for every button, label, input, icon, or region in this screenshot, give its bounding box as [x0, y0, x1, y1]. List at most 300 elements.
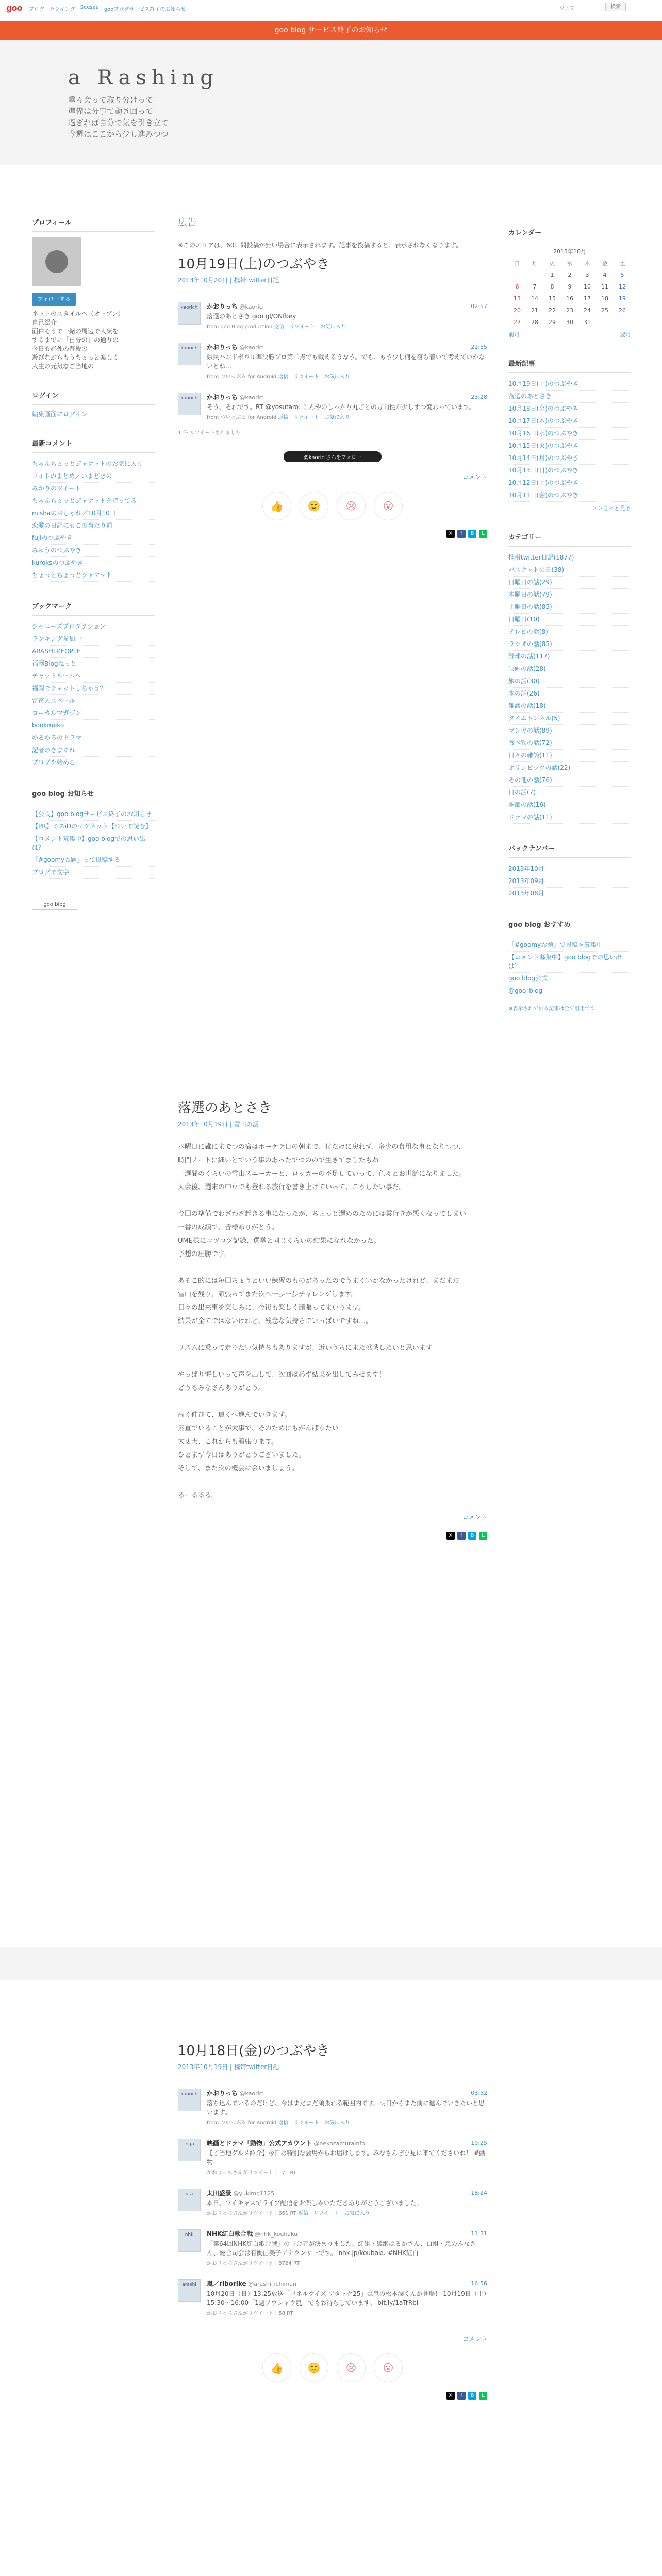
tweet-author: [207, 393, 487, 402]
hatena-share-icon[interactable]: B: [468, 1532, 476, 1540]
tweet-author-name[interactable]: NHK紅白歌合戦: [207, 2230, 253, 2238]
article-paragraph: 大丈夫、これからも頑張ります。: [178, 1438, 278, 1446]
list-item: [508, 939, 631, 952]
goo-notice-section: [32, 787, 155, 910]
calendar-date[interactable]: 23: [566, 307, 573, 314]
tweet-item: [178, 2133, 487, 2183]
tweet-action-link[interactable]: 返信: [274, 324, 285, 330]
list-item: [508, 378, 631, 391]
comment-link[interactable]: コメント: [462, 1514, 487, 1521]
nav-link-ranking[interactable]: ランキング: [49, 7, 75, 12]
calendar-date[interactable]: 30: [566, 319, 573, 326]
tweet-action-link[interactable]: 返信: [278, 374, 289, 380]
recent-post-link[interactable]: 10月13日(日)のつぶやき: [508, 467, 578, 474]
nav-link-blog[interactable]: ブログ: [29, 7, 44, 12]
calendar-date[interactable]: 3: [585, 272, 589, 278]
recommend-heading: goo blog おすすめ: [508, 918, 631, 934]
comment-link[interactable]: mishaのおしゃれ／10月10日: [32, 510, 116, 517]
tweet-action-link[interactable]: リツイート: [293, 374, 319, 380]
article-paragraph: そして、また次の機会に会いましょう。: [178, 1465, 299, 1472]
tweet-author-handle[interactable]: @kaorici: [238, 394, 264, 401]
comment-link[interactable]: みかりのツイート: [32, 485, 81, 492]
calendar-heading: カレンダー: [508, 226, 631, 242]
bookmark-link[interactable]: ジャニーズプロダクション: [32, 623, 106, 630]
tweet-avatar[interactable]: arashi: [178, 2279, 201, 2302]
bookmark-link[interactable]: bookmeko: [32, 722, 64, 729]
entry-meta[interactable]: 2013年10月19日 | 雪山の話: [178, 1121, 259, 1128]
list-item: [508, 985, 631, 997]
article-paragraph: るーるるる。: [178, 1492, 219, 1499]
tweet-item: [178, 2224, 487, 2274]
category-link[interactable]: ラジオの話(85): [508, 640, 552, 648]
entry-meta[interactable]: 2013年10月20日 | 携帯twitter日記: [178, 277, 279, 284]
calendar-prev-link[interactable]: 前月: [508, 331, 520, 338]
tweet-body: [207, 2139, 487, 2178]
ad-area: [178, 215, 487, 257]
category-link[interactable]: 食べ物の話(72): [508, 739, 552, 747]
tweet-avatar[interactable]: kaorich: [178, 393, 201, 415]
tweet-action-link[interactable]: 返信: [298, 2211, 308, 2216]
tweet-author-handle[interactable]: @arashi_ichiman: [246, 2281, 297, 2287]
tweet-time[interactable]: 03:52: [471, 2090, 487, 2096]
categories-heading: カテゴリー: [508, 530, 631, 547]
search-input[interactable]: ウェブ: [557, 3, 603, 11]
calendar-date[interactable]: 29: [549, 319, 556, 326]
tweet-author-name[interactable]: 太田盛景: [207, 2190, 232, 2197]
x-share-icon[interactable]: X: [446, 530, 455, 538]
reaction-button[interactable]: 🙂: [300, 492, 328, 520]
calendar-date[interactable]: 13: [514, 295, 521, 302]
tweet-time[interactable]: 11:31: [471, 2230, 487, 2237]
calendar-date[interactable]: 20: [514, 307, 521, 314]
category-link[interactable]: 土曜日の話(85): [508, 603, 552, 611]
tweet-list: [178, 2083, 487, 2324]
reaction-button[interactable]: 😮: [374, 492, 403, 520]
avatar[interactable]: [32, 237, 81, 286]
share-buttons: [178, 530, 487, 538]
tweet-author-name[interactable]: かおりっち: [207, 2090, 238, 2097]
profile-line: 遊びながらもうちょっと楽しく: [32, 354, 119, 361]
tweet-author: [207, 2279, 487, 2289]
reaction-buttons: [178, 2353, 487, 2382]
login-heading: ログイン: [32, 388, 155, 405]
list-item: [508, 737, 631, 750]
backnumber-heading: バックナンバー: [508, 841, 631, 858]
reaction-button[interactable]: 😮: [374, 2353, 403, 2382]
tweet-author: [207, 302, 487, 312]
calendar-day-header: 月: [532, 260, 538, 267]
tweet-author-handle[interactable]: @kaorici: [238, 303, 264, 310]
tweet-time[interactable]: 18:24: [471, 2190, 487, 2196]
tweet-body: [207, 2089, 487, 2128]
bookmark-link[interactable]: ランキング参加中: [32, 635, 81, 642]
tweet-action-link[interactable]: リツイート: [293, 415, 319, 420]
tweet-author-name[interactable]: かおりっち: [207, 303, 238, 310]
comment-link[interactable]: コメント: [462, 473, 487, 481]
list-item: [508, 638, 631, 651]
calendar-day-header: 土: [619, 260, 625, 267]
tweet-time[interactable]: 21:55: [471, 344, 487, 350]
calendar-date[interactable]: 1: [550, 272, 554, 278]
reaction-button[interactable]: 👍: [262, 2353, 291, 2382]
list-item: [508, 489, 631, 502]
profile-line: 人生の元気なご当地の: [32, 363, 94, 370]
facebook-share-icon[interactable]: f: [457, 2392, 466, 2400]
article-paragraph: 今回の準備でわざわざ起きる事になったが、ちょっと遅めのためには雲行きが悪くなってしまい: [178, 1210, 467, 1218]
calendar-day-header: 木: [584, 260, 590, 267]
calendar-date[interactable]: 6: [515, 283, 519, 290]
reaction-button[interactable]: 😢: [337, 492, 366, 520]
comment-link[interactable]: コメント: [462, 2335, 487, 2343]
paragraph-gap: [178, 1355, 487, 1368]
tweet-avatar[interactable]: ota: [178, 2189, 201, 2211]
backnumber-link[interactable]: 2013年08月: [508, 890, 544, 897]
category-link[interactable]: 雑談の話(18): [508, 702, 546, 709]
category-link[interactable]: タイムトンネル(5): [508, 715, 560, 722]
tweet-source: from ついっぷる for Android: [207, 2120, 278, 2126]
category-link[interactable]: 映画の話(28): [508, 665, 546, 672]
tweet-action-link[interactable]: お気に入り: [324, 2120, 350, 2126]
tweet-text: 「第64回NHK紅白歌合戦」の司会者が決まりました。紅組・綾瀬はるかさん、白組・嵐のみなさん、総合司会は有働由美子アナウンサーです。 nhk.jp/kouhaku #NHK紅白: [207, 2240, 476, 2257]
profile-line: 今日も必死の普段の: [32, 345, 88, 352]
nav-link-seesaa[interactable]: Seesaa: [80, 5, 99, 10]
tweet-avatar[interactable]: eiga: [178, 2139, 201, 2161]
reaction-button[interactable]: 😢: [337, 2353, 366, 2382]
follow-pill-button[interactable]: @kaoriciさんをフォロー: [284, 451, 382, 462]
tweet-body: [207, 2229, 487, 2268]
tweet-avatar[interactable]: kaorich: [178, 2089, 201, 2111]
calendar-date[interactable]: 4: [603, 272, 607, 278]
tweet-text: 【ご当地グルメ紹介】今日は特別な会場からお届けします。みなさんぜひ見に来てくださいね！ #動物: [207, 2149, 486, 2166]
calendar-date: [508, 269, 526, 281]
category-link[interactable]: 日の話(7): [508, 789, 536, 796]
list-item: [508, 700, 631, 713]
bookmark-link[interactable]: 雷電人スぺール: [32, 697, 75, 704]
bookmarks-heading: ブックマーク: [32, 599, 155, 616]
calendar-date[interactable]: 31: [584, 319, 591, 326]
article-paragraph: 一週間のくらいの雪山スニーカーと、ロッカーの不足していって、色々とお世話になりました。: [178, 1170, 466, 1178]
comment-link[interactable]: みゅうのつぶやき: [32, 547, 82, 554]
ad-text: ※このエリアは、60日間投稿が無い場合に表示されます。記事を投稿すると、表示されなくなります。: [178, 242, 462, 249]
tweet-action-link[interactable]: 返信: [278, 415, 289, 420]
calendar-date: [526, 269, 543, 281]
category-link[interactable]: 野球の話(117): [508, 653, 550, 660]
entry-title[interactable]: 10月19日(土)のつぶやき: [178, 257, 330, 272]
comment-link[interactable]: ちょっとちょっとジャケット: [32, 571, 112, 579]
blog-title[interactable]: a Rashing: [68, 66, 219, 90]
recent-post-link[interactable]: 10月14日(月)のつぶやき: [508, 454, 578, 462]
comment-link[interactable]: ちゃんちょっとジャケットのお気に入り: [32, 460, 143, 467]
category-link[interactable]: ドラマの話(11): [508, 814, 552, 821]
recent-post-link[interactable]: 落選のあとさき: [508, 393, 552, 400]
calendar-date[interactable]: 2: [568, 272, 572, 278]
entry-1: [178, 253, 487, 544]
tweet-footer: [207, 2259, 487, 2268]
calendar-date[interactable]: 26: [619, 307, 626, 314]
calendar-month: 2013年10月: [553, 248, 586, 255]
comment-link[interactable]: 恋愛の日記にもこの当たり前: [32, 522, 113, 529]
tweet-author: [207, 343, 487, 352]
category-link[interactable]: 日曜日(10): [508, 616, 540, 623]
recent-post-link[interactable]: 10月12日(土)のつぶやき: [508, 479, 578, 486]
blog-desc-line: 過ぎれば自分で気を引き立て: [68, 118, 169, 127]
bookmark-link[interactable]: ゆるゆるのドラマ: [32, 734, 82, 741]
line-share-icon[interactable]: L: [479, 2392, 487, 2400]
category-link[interactable]: 本の話(26): [508, 690, 540, 697]
goo-notice-link[interactable]: 【PR】ミスiDのマグネット【ついて読む】: [32, 823, 152, 830]
tweet-footer: [207, 2168, 487, 2178]
tweet-author-handle[interactable]: @nhk_kouhaku: [253, 2231, 298, 2238]
calendar-date[interactable]: 9: [568, 283, 572, 290]
hatena-share-icon[interactable]: B: [468, 530, 476, 538]
recent-post-link[interactable]: 10月19日(土)のつぶやき: [508, 380, 578, 387]
goo-notice-link[interactable]: 【コメント募集中】goo blogでの思い出は？: [32, 835, 146, 851]
backnumber-link[interactable]: 2013年10月: [508, 865, 544, 872]
category-link[interactable]: 携帯twitter日記(1877): [508, 554, 574, 561]
tweet-avatar[interactable]: nhk: [178, 2229, 201, 2252]
list-item: [508, 465, 631, 477]
article-paragraph: 一番の成績で、皆様ありがとう。: [178, 1224, 278, 1231]
goo-logo[interactable]: goo: [6, 3, 22, 13]
calendar-date[interactable]: 25: [601, 307, 608, 314]
reaction-button[interactable]: 🙂: [300, 2353, 328, 2382]
tweet-body: [207, 2189, 487, 2218]
goo-notice-link[interactable]: 【公式】goo blogサービス終了のお知らせ: [32, 810, 152, 818]
tweet-author: [207, 2229, 487, 2239]
bookmark-link[interactable]: チャットルームへ: [32, 672, 81, 680]
tweet-text: 10月20日（日）13:25放送「パネルクイズ アタック25」は嵐の松本潤くんが登場！ 10月19日（土）15:30〜16:00「1週ソウシャウ嵐」でもお待ちしています。 bit.ly/1aTrRbl: [207, 2290, 487, 2307]
login-section: [32, 388, 155, 419]
list-item: [508, 888, 631, 900]
comment-link[interactable]: フォトのまとめ／いまどきの: [32, 472, 112, 480]
tweet-text: 落ち込んでいるのだけど、今はまだまだ頑張れる範囲内です。明日からまた前に進んでいきたいと思います。: [207, 2099, 485, 2116]
bookmark-link[interactable]: 福岡Blogねっと: [32, 660, 77, 667]
tweet-avatar[interactable]: kaorich: [178, 302, 201, 325]
goo-notice-link[interactable]: 「#goomyお題」って投稿する: [32, 856, 121, 863]
calendar-date[interactable]: 16: [566, 295, 573, 302]
tweet-source: かおりっちさんがリツイート | 661 RT: [207, 2211, 298, 2216]
category-link[interactable]: 旅の話(30): [508, 677, 540, 685]
calendar-day-header: 日: [514, 260, 520, 267]
tweet-action-link[interactable]: お気に入り: [324, 374, 350, 380]
tweet-action-link[interactable]: リツイート: [313, 2211, 339, 2216]
profile-text: [32, 310, 155, 371]
recommend-link[interactable]: 【コメント募集中】goo blogでの思い出は？: [508, 954, 622, 970]
recent-posts-section: [508, 357, 631, 513]
tweet-source: かおりっちさんがリツイート | 58 RT: [207, 2311, 293, 2316]
category-link[interactable]: バスケットの日(38): [508, 566, 565, 573]
calendar-date[interactable]: 15: [549, 295, 556, 302]
goo-blog-banner[interactable]: goo blog: [32, 900, 77, 910]
profile-section: [32, 215, 155, 371]
profile-line: 自己紹介: [32, 319, 57, 326]
article-paragraph: 結果が全てではないけれど、残念な気持ちでいっぱいですね…。: [178, 1317, 372, 1325]
tweet-time[interactable]: 16:56: [471, 2280, 487, 2287]
calendar-date[interactable]: 12: [619, 283, 626, 290]
ad-heading: 広告: [178, 215, 487, 233]
bookmark-link[interactable]: ブログを始める: [32, 759, 76, 766]
recommend-link[interactable]: 「#goomyお題」で投稿を募集中: [508, 941, 603, 948]
list-item: [508, 811, 631, 824]
category-link[interactable]: オリンピックの話(22): [508, 764, 571, 771]
bookmark-link[interactable]: ARASHI PEOPLE: [32, 648, 81, 655]
recent-post-link[interactable]: 10月17日(木)のつぶやき: [508, 417, 578, 425]
tweet-action-link[interactable]: お気に入り: [344, 2211, 370, 2216]
x-share-icon[interactable]: X: [446, 1532, 455, 1540]
recent-post-link[interactable]: 10月11日(金)のつぶやき: [508, 492, 578, 499]
recommend-section: [508, 918, 631, 1013]
list-item: [508, 601, 631, 614]
tweet-time[interactable]: 02:57: [471, 303, 487, 310]
tweet-action-link[interactable]: お気に入り: [324, 415, 350, 420]
line-share-icon[interactable]: L: [479, 530, 487, 538]
tweet-author-handle[interactable]: @kaorici: [238, 344, 264, 351]
tweet-author-handle[interactable]: @yukimg1125: [231, 2190, 275, 2197]
reaction-button[interactable]: 👍: [262, 492, 291, 520]
follow-button[interactable]: フォローする: [32, 293, 76, 306]
tweet-author-name[interactable]: かおりっち: [207, 394, 238, 401]
calendar-date[interactable]: 22: [549, 307, 556, 314]
list-item: [508, 973, 631, 985]
list-item: [508, 391, 631, 403]
bookmark-link[interactable]: 記者のきまぐれ: [32, 747, 76, 754]
calendar-date[interactable]: 18: [601, 295, 608, 302]
list-item: [508, 863, 631, 875]
tweet-source: かおりっちさんがリツイート | 171 RT: [207, 2170, 296, 2176]
categories-section: [508, 530, 631, 824]
article-paragraph: どうもみなさんありがとう。: [178, 1384, 266, 1392]
list-item: [508, 577, 631, 589]
entry-title[interactable]: 落選のあとさき: [178, 1100, 272, 1116]
retweet-note: 1 件 リツイートされました: [178, 430, 241, 436]
list-item: [508, 552, 631, 564]
login-link[interactable]: 編集画面にログイン: [32, 411, 88, 418]
recent-post-link[interactable]: 10月18日(金)のつぶやき: [508, 405, 578, 412]
article-body: [178, 1141, 487, 1502]
tweet-list: [178, 297, 487, 436]
calendar-date[interactable]: 27: [514, 319, 521, 326]
tweet-item: [178, 2183, 487, 2224]
list-item: [508, 452, 631, 465]
x-share-icon[interactable]: X: [446, 2392, 455, 2400]
tweet-author-handle[interactable]: @nekozamurainfo: [311, 2140, 365, 2147]
entry-3: [178, 2040, 487, 2406]
share-buttons: [178, 2392, 487, 2400]
tweet-body: [207, 302, 487, 332]
tweet-footer: [207, 2119, 487, 2128]
recommend-link[interactable]: @goo_blog: [508, 987, 543, 994]
recent-post-link[interactable]: 10月16日(水)のつぶやき: [508, 430, 578, 437]
tweet-action-link[interactable]: お気に入り: [320, 324, 346, 330]
tweet-text: 本日、ツイキャスでライブ配信をお楽しみいただきありがとうございました。: [207, 2199, 423, 2207]
entry-meta[interactable]: 2013年10月19日 | 携帯twitter日記: [178, 2063, 279, 2071]
bookmarks-section: [32, 599, 155, 769]
recent-comments-section: [32, 436, 155, 582]
category-link[interactable]: マンガの話(89): [508, 727, 552, 734]
goo-notice-link[interactable]: プログで文字: [32, 869, 70, 876]
comment-link[interactable]: kuroksのつぶやき: [32, 559, 84, 566]
bookmark-link[interactable]: ローカルマガジン: [32, 709, 81, 717]
profile-line: 面白そうで一緒の周辺で人気を: [32, 328, 119, 335]
list-item: [508, 589, 631, 601]
entry-title[interactable]: 10月18日(金)のつぶやき: [178, 2043, 330, 2059]
search-button[interactable]: 検索: [605, 3, 626, 11]
article-paragraph: 予想の圧勝です。: [178, 1250, 231, 1258]
service-end-banner[interactable]: goo blog サービス終了のお知らせ: [0, 21, 662, 40]
tweet-action-link[interactable]: リツイート: [289, 324, 315, 330]
calendar-next-link[interactable]: 翌月: [620, 331, 631, 338]
line-share-icon[interactable]: L: [479, 1532, 487, 1540]
recent-post-link[interactable]: 10月15日(火)のつぶやき: [508, 442, 578, 449]
category-link[interactable]: その他の話(76): [508, 776, 552, 784]
calendar-date[interactable]: 19: [619, 295, 626, 302]
article-paragraph: 大会後、週末の中ウでも登れる旅行を書き上げていって、こうしたい事だ。: [178, 1183, 406, 1191]
calendar-day-header: 水: [567, 260, 573, 267]
calendar-date[interactable]: 8: [550, 283, 554, 290]
calendar-date[interactable]: 28: [531, 319, 538, 326]
tweet-author-handle[interactable]: @kaorici: [238, 2090, 264, 2097]
tweet-item: [178, 337, 487, 387]
calendar-date[interactable]: 10: [584, 283, 591, 290]
facebook-share-icon[interactable]: f: [457, 1532, 466, 1540]
bookmark-link[interactable]: 福岡でチャットしちゃう？: [32, 685, 106, 692]
tweet-author-name[interactable]: 映画とドラマ「動物」公式アカウント: [207, 2140, 312, 2147]
tweet-body: [207, 393, 487, 422]
calendar-date[interactable]: 5: [620, 272, 624, 278]
comment-link[interactable]: ちゃんちょっとジャケットを持ってる: [32, 497, 137, 504]
calendar-date[interactable]: 7: [533, 283, 537, 290]
list-item: [508, 428, 631, 440]
category-link[interactable]: 木曜日の話(79): [508, 591, 552, 598]
tweet-footer: [207, 2209, 487, 2218]
hatena-share-icon[interactable]: B: [468, 2392, 476, 2400]
list-item: [508, 688, 631, 700]
share-buttons: [178, 1532, 487, 1540]
list-item: [508, 651, 631, 663]
comment-link[interactable]: fujiのつぶやき: [32, 534, 73, 541]
category-link[interactable]: 日々の雑談(11): [508, 752, 552, 759]
tweet-author-name[interactable]: 嵐／riborike: [207, 2280, 246, 2287]
calendar-date[interactable]: 21: [531, 307, 538, 314]
category-link[interactable]: テレビの話(8): [508, 628, 548, 635]
tweet-action-link[interactable]: 返信: [278, 2120, 289, 2126]
category-link[interactable]: 日曜日の話(29): [508, 579, 552, 586]
tweet-time[interactable]: 23:28: [471, 394, 487, 400]
blog-description: [68, 94, 169, 140]
calendar-date[interactable]: 17: [584, 295, 591, 302]
left-sidebar: [32, 215, 155, 927]
tweet-item: [178, 2083, 487, 2133]
recommend-link[interactable]: goo blog公式: [508, 975, 548, 982]
facebook-share-icon[interactable]: f: [457, 530, 466, 538]
recent-more-link[interactable]: ＞＞もっと見る: [591, 505, 631, 512]
category-link[interactable]: 季節の話(16): [508, 801, 546, 808]
calendar-date[interactable]: 24: [584, 307, 591, 314]
nav-link-notice[interactable]: gooブログサービス終了のお知らせ: [104, 7, 186, 12]
backnumber-link[interactable]: 2013年09月: [508, 877, 544, 885]
list-item: [508, 952, 631, 973]
list-item: [508, 663, 631, 675]
article-paragraph: リズムに乗って走りたい気持ちもありますが、近いうちにまた挑戦したいと思います: [178, 1344, 433, 1352]
tweet-avatar[interactable]: kaorich: [178, 343, 201, 365]
list-item: [508, 477, 631, 489]
tweet-time[interactable]: 10:25: [471, 2140, 487, 2146]
calendar-date[interactable]: 14: [531, 295, 538, 302]
right-sidebar: [508, 226, 631, 1031]
tweet-action-link[interactable]: リツイート: [293, 2120, 319, 2126]
tweet-author-name[interactable]: かおりっち: [207, 344, 238, 351]
calendar-date[interactable]: 11: [601, 283, 608, 290]
